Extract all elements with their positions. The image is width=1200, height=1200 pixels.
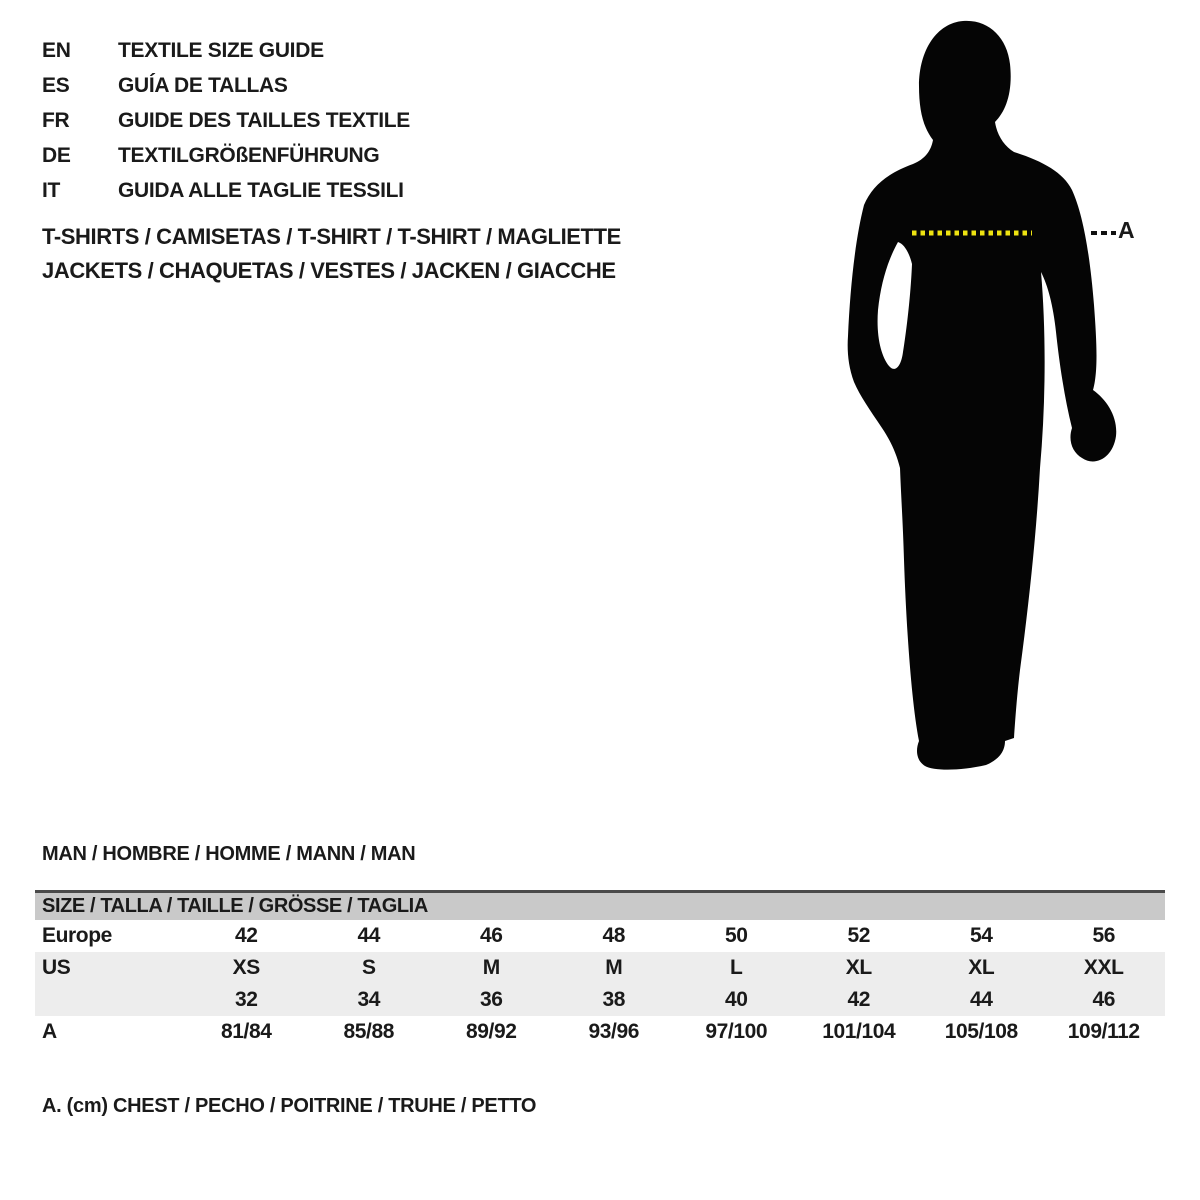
size-cell: L xyxy=(730,956,743,979)
language-row xyxy=(42,68,410,103)
measurement-footnote: A. (cm) CHEST / PECHO / POITRINE / TRUHE / PETTO xyxy=(42,1095,537,1117)
size-cell: XL xyxy=(845,956,872,979)
language-label: GUIDA ALLE TAGLIE TESSILI xyxy=(118,178,404,202)
man-figure xyxy=(820,0,1200,800)
size-cell: 46 xyxy=(479,924,503,947)
row-label: Europe xyxy=(42,924,112,947)
section-title-man: MAN / HOMBRE / HOMME / MANN / MAN xyxy=(42,843,416,865)
size-cell: 38 xyxy=(602,988,626,1011)
language-guide xyxy=(42,33,410,208)
table-row-europe xyxy=(35,920,1165,952)
size-cell: 42 xyxy=(234,924,258,947)
size-table-header: SIZE / TALLA / TAILLE / GRÖSSE / TAGLIA xyxy=(35,890,1165,920)
language-row xyxy=(42,33,410,68)
size-cell: 97/100 xyxy=(705,1020,768,1043)
size-cell: 50 xyxy=(724,924,748,947)
size-cell: 46 xyxy=(1092,988,1116,1011)
size-cell: 85/88 xyxy=(343,1020,395,1043)
size-cell: 42 xyxy=(847,988,871,1011)
size-cell: XXL xyxy=(1083,956,1124,979)
size-cell: 105/108 xyxy=(944,1020,1018,1043)
size-cell: S xyxy=(361,956,376,979)
size-cell: 44 xyxy=(969,988,993,1011)
category-line-jackets: JACKETS / CHAQUETAS / VESTES / JACKEN / GIACCHE xyxy=(42,258,616,283)
language-label: TEXTILE SIZE GUIDE xyxy=(118,38,324,62)
size-cell: M xyxy=(605,956,623,979)
size-cell: M xyxy=(482,956,500,979)
size-cell: 56 xyxy=(1092,924,1116,947)
language-row xyxy=(42,173,410,208)
size-table xyxy=(35,890,1165,1048)
language-label: GUÍA DE TALLAS xyxy=(118,73,288,97)
size-cell: 89/92 xyxy=(465,1020,517,1043)
language-label: GUIDE DES TAILLES TEXTILE xyxy=(118,108,410,132)
category-line-tshirts: T-SHIRTS / CAMISETAS / T-SHIRT / T-SHIRT / MAGLIETTE xyxy=(42,224,621,249)
language-row xyxy=(42,138,410,173)
size-cell: 101/104 xyxy=(822,1020,896,1043)
size-cell: 52 xyxy=(847,924,871,947)
size-cell: 40 xyxy=(724,988,748,1011)
measure-label-a: A xyxy=(1118,217,1135,243)
size-cell: 44 xyxy=(357,924,381,947)
size-cell: 36 xyxy=(479,988,503,1011)
category-lines xyxy=(42,220,621,288)
size-cell: 81/84 xyxy=(220,1020,272,1043)
size-cell: 48 xyxy=(602,924,626,947)
language-label: TEXTILGRÖßENFÜHRUNG xyxy=(118,143,380,167)
language-code: ES xyxy=(42,73,70,97)
silhouette-body xyxy=(848,21,1117,770)
size-cell: 32 xyxy=(234,988,258,1011)
man-silhouette xyxy=(820,0,1200,800)
size-cell: 109/112 xyxy=(1067,1020,1140,1043)
language-code: DE xyxy=(42,143,71,167)
table-row-chest xyxy=(35,1016,1165,1048)
table-row-us xyxy=(35,952,1165,984)
size-cell: 54 xyxy=(969,924,993,947)
size-cell: XS xyxy=(232,956,260,979)
size-cell: XL xyxy=(968,956,995,979)
row-label: A xyxy=(42,1020,57,1043)
size-cell: 34 xyxy=(357,988,381,1011)
language-code: EN xyxy=(42,38,71,62)
language-code: FR xyxy=(42,108,70,132)
language-row xyxy=(42,103,410,138)
table-row-numeric xyxy=(35,984,1165,1016)
language-code: IT xyxy=(42,178,61,202)
size-cell: 93/96 xyxy=(588,1020,640,1043)
row-label: US xyxy=(42,956,71,979)
